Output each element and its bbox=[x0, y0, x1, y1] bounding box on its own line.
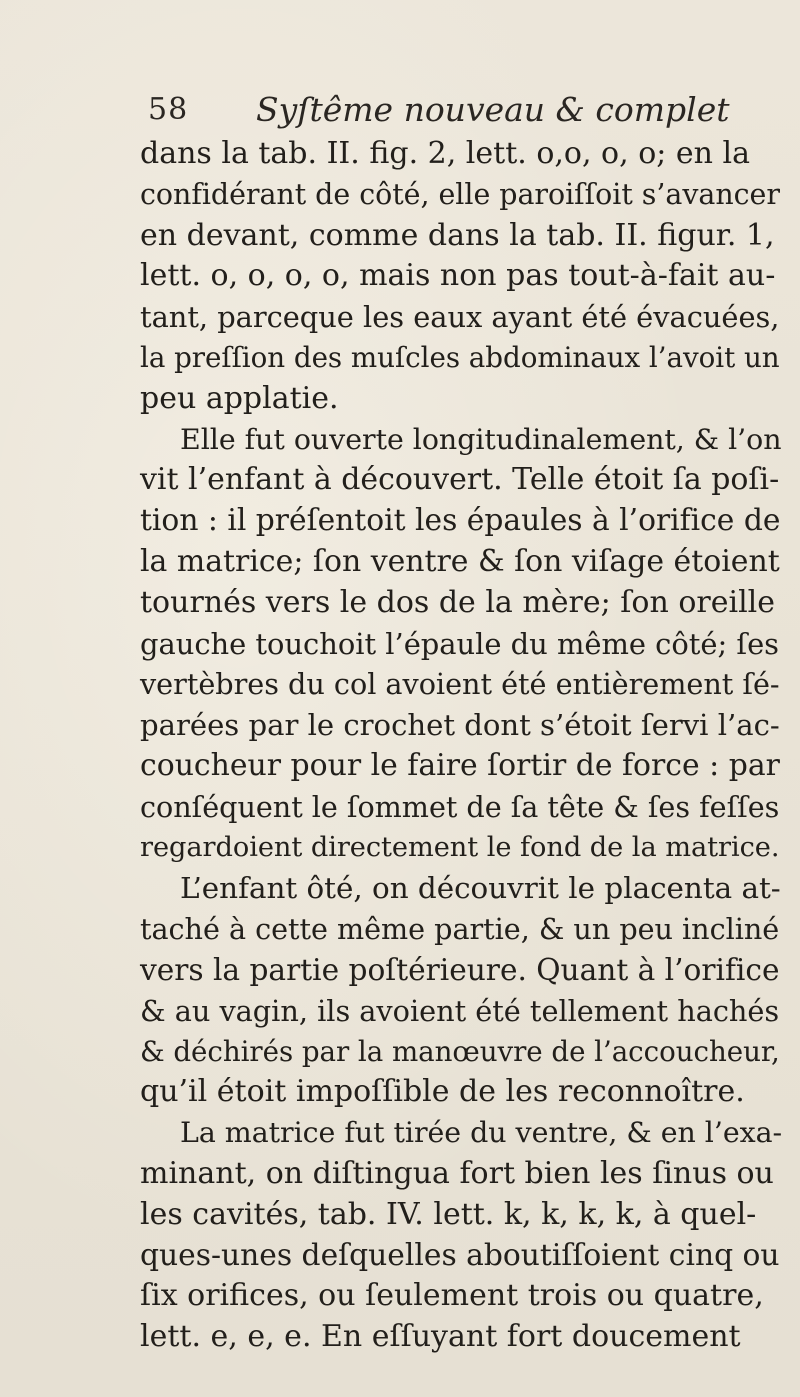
text-line: minant, on diſtingua fort bien les ſinus ou bbox=[140, 1155, 774, 1191]
text-line: qu’il étoit impoſſible de les reconnoître. bbox=[140, 1074, 745, 1110]
text-line: les cavités, tab. IV. lett. k, k, k, k, à quel- bbox=[140, 1196, 757, 1232]
paragraph-start-line: Elle fut ouverte longitudinalement, & l’on bbox=[180, 422, 782, 456]
page-header bbox=[140, 92, 740, 132]
paragraph-start-line: La matrice fut tirée du ventre, & en l’exa- bbox=[180, 1116, 783, 1150]
text-line: taché à cette même partie, & un peu incliné bbox=[140, 912, 780, 947]
page-number: 58 bbox=[148, 92, 189, 127]
text-line: vertèbres du col avoient été entièrement ſé- bbox=[140, 667, 780, 702]
text-line: ſix orifices, ou ſeulement trois ou quatre, bbox=[140, 1278, 764, 1314]
text-line: lett. o, o, o, o, mais non pas tout-à-fait au- bbox=[140, 258, 776, 294]
text-line: tion : il préſentoit les épaules à l’orifice de bbox=[140, 503, 781, 539]
running-title: Syſtême nouveau & complet bbox=[256, 90, 730, 129]
text-line: la matrice; ſon ventre & ſon viſage étoient bbox=[140, 543, 780, 579]
text-line: la preſſion des muſcles abdominaux l’avoit un bbox=[140, 340, 780, 374]
text-line: gauche touchoit l’épaule du même côté; ſes bbox=[140, 626, 780, 661]
text-line: ques-unes deſquelles aboutiſſoient cinq ou bbox=[140, 1237, 780, 1273]
text-line: & au vagin, ils avoient été tellement hachés bbox=[140, 993, 780, 1028]
text-line: regardoient directement le fond de la matrice. bbox=[140, 831, 780, 863]
text-line: conſéquent le ſommet de ſa tête & ſes feſſes bbox=[140, 789, 780, 824]
text-line: & déchirés par la manœuvre de l’accoucheur, bbox=[140, 1034, 780, 1068]
text-line: confidérant de côté, elle paroiſſoit s’avancer bbox=[140, 177, 780, 211]
text-line: tournés vers le dos de la mère; ſon oreille bbox=[140, 584, 776, 620]
text-line: lett. e, e, e. En eſſuyant fort doucement bbox=[140, 1319, 741, 1355]
text-line: vit l’enfant à découvert. Telle étoit ſa poſi- bbox=[140, 462, 780, 498]
text-line: coucheur pour le faire ſortir de force : par bbox=[140, 747, 780, 783]
text-line: parées par le crochet dont s’étoit ſervi l’ac- bbox=[140, 708, 780, 743]
text-line: dans la tab. II. fig. 2, lett. o,o, o, o; en la bbox=[140, 136, 750, 171]
text-line: vers la partie poſtérieure. Quant à l’orifice bbox=[140, 952, 780, 987]
text-line: peu applatie. bbox=[140, 380, 339, 416]
text-line: tant, parceque les eaux ayant été évacuées, bbox=[140, 300, 780, 335]
body-text bbox=[140, 134, 783, 1358]
paragraph-start-line: L’enfant ôté, on découvrit le placenta at- bbox=[180, 871, 781, 906]
text-line: en devant, comme dans la tab. II. figur. 1, bbox=[140, 217, 775, 253]
